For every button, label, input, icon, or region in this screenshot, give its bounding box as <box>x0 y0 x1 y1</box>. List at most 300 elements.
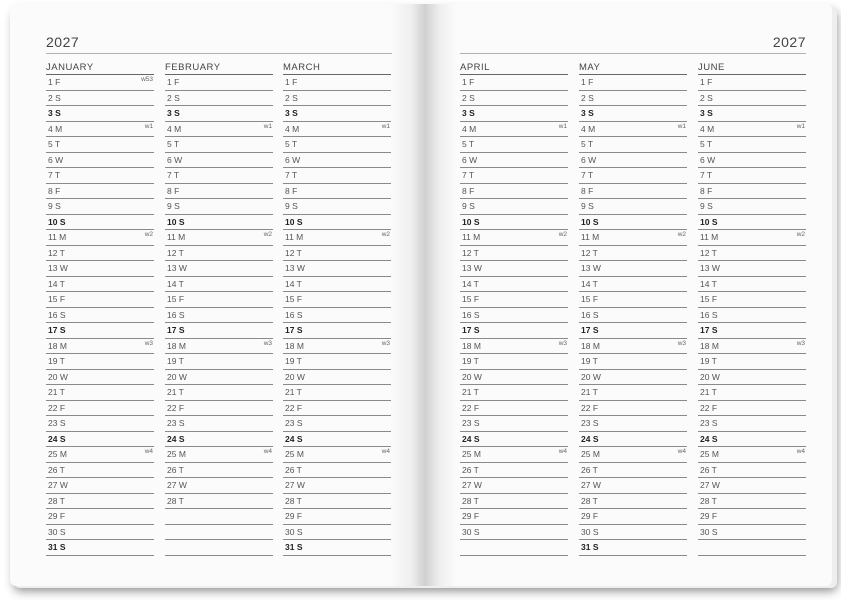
week-number: w2 <box>263 231 272 238</box>
day-label: 6 W <box>167 154 183 165</box>
day-label: 14 T <box>48 278 65 289</box>
day-row[interactable] <box>46 339 154 355</box>
day-row[interactable] <box>165 292 273 308</box>
day-row[interactable] <box>460 308 568 324</box>
day-row[interactable] <box>460 153 568 169</box>
day-label: 2 S <box>48 92 61 103</box>
day-row[interactable] <box>460 385 568 401</box>
day-row[interactable] <box>283 168 391 184</box>
day-row[interactable] <box>460 416 568 432</box>
day-row[interactable] <box>579 370 687 386</box>
day-row[interactable] <box>460 339 568 355</box>
day-row[interactable] <box>165 137 273 153</box>
day-label: 24 S <box>462 433 480 444</box>
day-row[interactable] <box>579 447 687 463</box>
day-row[interactable] <box>283 401 391 417</box>
day-row[interactable] <box>165 370 273 386</box>
day-row[interactable] <box>460 122 568 138</box>
day-row[interactable] <box>46 230 154 246</box>
week-number: w4 <box>144 448 153 455</box>
day-row[interactable] <box>579 261 687 277</box>
day-label: 6 W <box>462 154 478 165</box>
day-row[interactable] <box>698 230 806 246</box>
month-name: MARCH <box>283 61 391 75</box>
day-label: 9 S <box>462 201 475 211</box>
day-row[interactable] <box>283 540 391 556</box>
day-row[interactable] <box>460 277 568 293</box>
day-row[interactable] <box>165 463 273 479</box>
day-label: 18 M <box>462 340 481 351</box>
month-name: MAY <box>579 61 687 75</box>
day-row[interactable] <box>283 463 391 479</box>
day-row[interactable] <box>283 308 391 324</box>
day-row[interactable] <box>283 261 391 277</box>
day-row[interactable] <box>460 478 568 494</box>
day-row[interactable] <box>460 509 568 525</box>
day-label <box>165 527 167 537</box>
day-row[interactable] <box>46 370 154 386</box>
header-rule <box>460 53 806 54</box>
day-label: 22 F <box>700 402 718 413</box>
day-label: 1 F <box>167 77 180 87</box>
day-row[interactable] <box>165 168 273 184</box>
day-label: 25 M <box>700 449 719 459</box>
week-number: w3 <box>558 339 567 347</box>
day-row[interactable] <box>579 137 687 153</box>
day-label: 14 T <box>462 278 479 289</box>
day-row[interactable] <box>283 277 391 293</box>
day-row[interactable] <box>698 401 806 417</box>
day-row[interactable] <box>579 292 687 308</box>
day-row[interactable] <box>46 540 154 556</box>
day-label: 6 W <box>581 154 597 165</box>
day-label: 12 T <box>167 247 184 258</box>
day-label: 22 F <box>167 402 185 413</box>
day-row[interactable] <box>579 184 687 200</box>
day-label: 10 S <box>700 216 718 227</box>
day-label: 3 S <box>581 108 594 118</box>
day-label: 22 F <box>462 402 480 413</box>
day-row[interactable] <box>283 137 391 153</box>
day-row[interactable] <box>46 416 154 432</box>
day-row[interactable] <box>46 525 154 541</box>
day-row[interactable] <box>460 463 568 479</box>
day-row[interactable] <box>698 75 806 91</box>
year-label: 2027 <box>772 34 806 50</box>
day-label: 12 T <box>285 247 302 258</box>
day-row[interactable] <box>698 261 806 277</box>
day-row[interactable] <box>46 401 154 417</box>
day-row[interactable] <box>579 153 687 169</box>
day-row[interactable] <box>460 106 568 122</box>
week-number: w3 <box>796 339 805 347</box>
day-row[interactable] <box>165 153 273 169</box>
day-label: 18 M <box>285 340 304 351</box>
day-row[interactable] <box>283 494 391 510</box>
month-column <box>698 61 806 556</box>
gutter-shadow <box>390 4 426 586</box>
week-number: w1 <box>381 122 390 130</box>
day-row[interactable] <box>46 75 154 91</box>
day-row[interactable] <box>460 261 568 277</box>
day-row[interactable] <box>165 215 273 231</box>
day-row[interactable] <box>698 323 806 339</box>
week-number: w1 <box>263 122 272 130</box>
day-label: 20 W <box>462 371 482 382</box>
day-label: 23 S <box>48 418 66 428</box>
day-label: 10 S <box>167 216 185 227</box>
day-label: 19 T <box>700 356 717 366</box>
day-row[interactable] <box>283 323 391 339</box>
week-number: w4 <box>677 448 686 455</box>
day-row[interactable] <box>165 401 273 417</box>
day-label: 31 S <box>48 542 66 552</box>
week-number: w2 <box>381 231 390 238</box>
day-label: 9 S <box>581 201 594 211</box>
day-row[interactable] <box>698 494 806 510</box>
day-row[interactable] <box>165 494 273 510</box>
day-row[interactable] <box>579 106 687 122</box>
day-row[interactable] <box>698 354 806 370</box>
day-row[interactable] <box>698 308 806 324</box>
day-row[interactable] <box>579 308 687 324</box>
day-label: 21 T <box>700 387 717 397</box>
day-row[interactable] <box>579 323 687 339</box>
day-row[interactable] <box>579 339 687 355</box>
day-row[interactable] <box>283 416 391 432</box>
day-label: 7 T <box>48 170 61 180</box>
day-row[interactable] <box>165 509 273 525</box>
day-label: 4 M <box>462 123 477 134</box>
month-name: JANUARY <box>46 61 154 75</box>
day-label: 21 T <box>462 387 479 397</box>
day-row[interactable] <box>165 91 273 107</box>
day-row[interactable] <box>460 199 568 215</box>
day-row[interactable] <box>46 106 154 122</box>
day-row[interactable] <box>579 122 687 138</box>
day-row[interactable] <box>283 339 391 355</box>
day-row[interactable] <box>460 447 568 463</box>
day-row[interactable] <box>698 292 806 308</box>
day-row[interactable] <box>698 432 806 448</box>
day-label: 19 T <box>285 356 302 366</box>
day-row[interactable] <box>579 416 687 432</box>
week-number: w2 <box>144 231 153 238</box>
day-label: 15 F <box>167 294 185 304</box>
day-label: 8 F <box>700 185 713 196</box>
day-row[interactable] <box>698 91 806 107</box>
day-row[interactable] <box>46 385 154 401</box>
day-row[interactable] <box>165 199 273 215</box>
day-label: 15 F <box>462 294 480 304</box>
day-label: 1 F <box>462 77 475 87</box>
day-row[interactable] <box>283 199 391 215</box>
day-label: 3 S <box>700 108 713 118</box>
day-label: 20 W <box>167 371 187 382</box>
day-row[interactable] <box>46 122 154 138</box>
day-label: 6 W <box>48 154 64 165</box>
day-row[interactable] <box>698 416 806 432</box>
day-row[interactable] <box>579 215 687 231</box>
day-row[interactable] <box>46 292 154 308</box>
day-label: 30 S <box>48 526 66 537</box>
day-row[interactable] <box>283 447 391 463</box>
day-label: 26 T <box>462 464 479 475</box>
day-label: 2 S <box>285 92 298 103</box>
week-number: w1 <box>144 122 153 130</box>
day-label: 10 S <box>581 216 599 227</box>
day-row[interactable] <box>460 184 568 200</box>
day-label: 26 T <box>581 464 598 475</box>
day-row[interactable] <box>698 447 806 463</box>
day-row[interactable] <box>46 184 154 200</box>
day-label: 19 T <box>462 356 479 366</box>
day-label: 3 S <box>462 108 475 118</box>
day-row[interactable] <box>283 354 391 370</box>
day-label: 2 S <box>462 92 475 103</box>
day-row[interactable] <box>460 323 568 339</box>
day-row[interactable] <box>46 447 154 463</box>
day-row[interactable] <box>165 447 273 463</box>
day-row[interactable] <box>165 246 273 262</box>
day-row[interactable] <box>46 494 154 510</box>
day-row[interactable] <box>283 385 391 401</box>
day-row[interactable] <box>165 277 273 293</box>
day-row[interactable] <box>698 370 806 386</box>
day-row[interactable] <box>579 230 687 246</box>
day-row[interactable] <box>460 370 568 386</box>
day-label: 28 T <box>462 495 479 506</box>
day-label: 7 T <box>285 170 298 180</box>
day-row[interactable] <box>46 478 154 494</box>
day-label: 28 T <box>581 495 598 506</box>
day-row[interactable] <box>283 106 391 122</box>
day-row[interactable] <box>283 230 391 246</box>
day-row[interactable] <box>698 153 806 169</box>
day-row[interactable] <box>460 246 568 262</box>
day-row[interactable] <box>698 478 806 494</box>
day-label: 9 S <box>48 201 61 211</box>
day-row[interactable] <box>698 540 806 556</box>
day-label: 7 T <box>167 170 180 180</box>
day-row[interactable] <box>460 75 568 91</box>
day-label: 6 W <box>285 154 301 165</box>
day-row[interactable] <box>283 153 391 169</box>
day-row[interactable] <box>460 137 568 153</box>
day-row[interactable] <box>579 509 687 525</box>
day-row[interactable] <box>698 199 806 215</box>
day-row[interactable] <box>46 137 154 153</box>
day-row[interactable] <box>46 91 154 107</box>
day-row[interactable] <box>283 478 391 494</box>
day-row[interactable] <box>165 75 273 91</box>
day-row[interactable] <box>698 385 806 401</box>
day-row[interactable] <box>165 525 273 541</box>
day-label: 12 T <box>581 247 598 258</box>
day-row[interactable] <box>283 292 391 308</box>
day-label: 12 T <box>462 247 479 258</box>
day-label: 14 T <box>700 278 717 289</box>
day-label: 31 S <box>285 542 303 552</box>
day-label: 2 S <box>581 92 594 103</box>
month-column <box>165 61 273 556</box>
day-row[interactable] <box>283 370 391 386</box>
day-row[interactable] <box>698 122 806 138</box>
day-row[interactable] <box>165 540 273 556</box>
day-label: 30 S <box>700 526 718 537</box>
day-row[interactable] <box>165 339 273 355</box>
day-label: 25 M <box>581 449 600 459</box>
day-label: 18 M <box>581 340 600 351</box>
day-row[interactable] <box>698 525 806 541</box>
day-row[interactable] <box>165 416 273 432</box>
day-row[interactable] <box>579 463 687 479</box>
day-row[interactable] <box>46 261 154 277</box>
day-row[interactable] <box>46 199 154 215</box>
day-row[interactable] <box>46 153 154 169</box>
day-label: 13 W <box>700 263 720 273</box>
day-row[interactable] <box>165 106 273 122</box>
day-row[interactable] <box>283 525 391 541</box>
day-row[interactable] <box>579 354 687 370</box>
day-row[interactable] <box>579 494 687 510</box>
day-row[interactable] <box>460 215 568 231</box>
day-row[interactable] <box>283 432 391 448</box>
day-label: 28 T <box>700 495 717 506</box>
day-row[interactable] <box>46 463 154 479</box>
day-label: 29 F <box>462 511 480 521</box>
day-row[interactable] <box>698 509 806 525</box>
day-row[interactable] <box>460 292 568 308</box>
day-row[interactable] <box>46 246 154 262</box>
day-row[interactable] <box>165 122 273 138</box>
day-label: 15 F <box>48 294 66 304</box>
day-row[interactable] <box>46 509 154 525</box>
day-row[interactable] <box>698 168 806 184</box>
left-page <box>10 4 426 586</box>
day-label: 15 F <box>581 294 599 304</box>
month-name: JUNE <box>698 61 806 75</box>
day-label: 2 S <box>700 92 713 103</box>
day-row[interactable] <box>579 525 687 541</box>
day-label: 17 S <box>581 325 599 335</box>
day-label: 20 W <box>285 371 305 382</box>
day-row[interactable] <box>698 184 806 200</box>
day-row[interactable] <box>46 323 154 339</box>
day-label: 9 S <box>700 201 713 211</box>
day-row[interactable] <box>460 494 568 510</box>
day-row[interactable] <box>46 277 154 293</box>
day-row[interactable] <box>46 215 154 231</box>
day-row[interactable] <box>46 168 154 184</box>
day-row[interactable] <box>165 478 273 494</box>
day-label: 4 M <box>48 123 63 134</box>
day-row[interactable] <box>165 323 273 339</box>
day-label: 27 W <box>167 480 187 490</box>
day-label: 31 S <box>581 542 599 552</box>
day-row[interactable] <box>698 215 806 231</box>
day-row[interactable] <box>460 432 568 448</box>
day-label: 29 F <box>581 511 599 521</box>
day-label <box>460 542 462 552</box>
day-label: 27 W <box>48 480 68 490</box>
day-label: 10 S <box>48 216 66 227</box>
day-row[interactable] <box>283 509 391 525</box>
day-row[interactable] <box>698 339 806 355</box>
day-row[interactable] <box>579 168 687 184</box>
day-row[interactable] <box>283 75 391 91</box>
day-row[interactable] <box>283 215 391 231</box>
day-label: 23 S <box>462 418 480 428</box>
day-label: 22 F <box>581 402 599 413</box>
week-number: w3 <box>144 339 153 347</box>
day-row[interactable] <box>460 525 568 541</box>
day-row[interactable] <box>165 261 273 277</box>
day-row[interactable] <box>460 91 568 107</box>
day-row[interactable] <box>460 354 568 370</box>
day-row[interactable] <box>698 246 806 262</box>
day-row[interactable] <box>460 540 568 556</box>
day-row[interactable] <box>698 137 806 153</box>
day-row[interactable] <box>698 463 806 479</box>
day-label: 7 T <box>581 170 594 180</box>
day-row[interactable] <box>579 91 687 107</box>
day-label: 25 M <box>167 449 186 459</box>
day-row[interactable] <box>46 308 154 324</box>
day-row[interactable] <box>165 432 273 448</box>
day-label: 25 M <box>285 449 304 459</box>
day-row[interactable] <box>579 401 687 417</box>
day-label: 6 W <box>700 154 716 165</box>
day-row[interactable] <box>579 246 687 262</box>
day-row[interactable] <box>165 308 273 324</box>
day-row[interactable] <box>283 184 391 200</box>
day-row[interactable] <box>579 540 687 556</box>
day-row[interactable] <box>579 432 687 448</box>
day-row[interactable] <box>283 122 391 138</box>
day-label: 7 T <box>462 170 475 180</box>
day-row[interactable] <box>283 91 391 107</box>
day-row[interactable] <box>283 246 391 262</box>
day-row[interactable] <box>698 106 806 122</box>
day-row[interactable] <box>165 385 273 401</box>
day-row[interactable] <box>460 168 568 184</box>
day-row[interactable] <box>46 432 154 448</box>
day-row[interactable] <box>579 478 687 494</box>
day-row[interactable] <box>579 277 687 293</box>
week-number: w4 <box>796 448 805 455</box>
day-row[interactable] <box>460 230 568 246</box>
day-row[interactable] <box>698 277 806 293</box>
day-row[interactable] <box>579 385 687 401</box>
day-label: 11 M <box>462 232 481 242</box>
day-label: 4 M <box>700 123 715 134</box>
day-row[interactable] <box>165 354 273 370</box>
day-label: 30 S <box>462 526 480 537</box>
day-label: 27 W <box>285 480 305 490</box>
day-label: 29 F <box>48 511 66 521</box>
day-row[interactable] <box>579 199 687 215</box>
day-row[interactable] <box>165 184 273 200</box>
day-row[interactable] <box>46 354 154 370</box>
day-label: 23 S <box>581 418 599 428</box>
day-row[interactable] <box>165 230 273 246</box>
day-label: 1 F <box>581 77 594 87</box>
day-row[interactable] <box>579 75 687 91</box>
day-label: 5 T <box>700 139 713 149</box>
day-row[interactable] <box>460 401 568 417</box>
week-number: w3 <box>263 339 272 347</box>
